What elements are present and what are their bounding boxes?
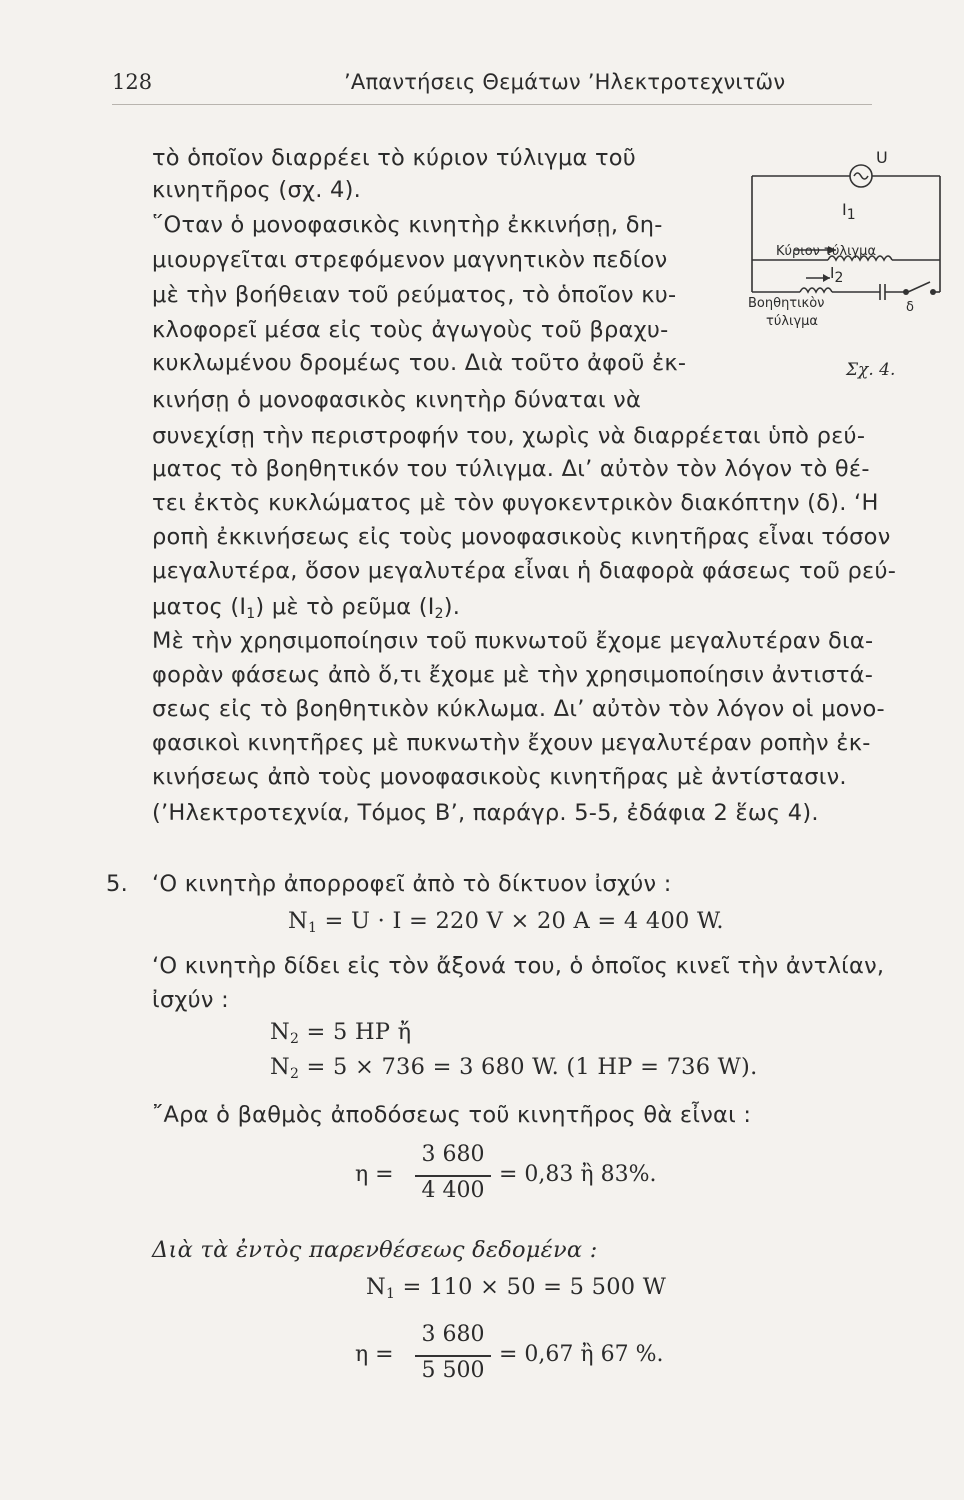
text-line: συνεχίσῃ τὴν περιστροφήν του, χωρὶς νὰ διαρρέεται ὑπὸ ρεύ- [152,423,866,449]
citation: (’Ηλεκτροτεχνία, Τόμος Β’, παράγρ. 5-5, ἐδάφια 2 ἕως 4). [152,800,819,826]
text-line: ματος τὸ βοηθητικόν του τύλιγμα. Δι’ αὐτὸν τὸν λόγον τὸ θέ- [152,456,870,482]
text-line: κυκλωμένου δρομέως του. Διὰ τοῦτο ἀφοῦ ἐκ- [152,350,687,376]
text-line: φασικοὶ κινητῆρες μὲ πυκνωτὴν ἔχουν μεγαλυτέραν ροπὴν ἐκ- [152,730,871,756]
text-line: ἰσχύν : [152,987,229,1013]
figure-caption: Σχ. 4. [846,360,896,380]
text-line: κινητῆρος (σχ. 4). [152,177,361,203]
text-line: Μὲ τὴν χρησιμοποίησιν τοῦ πυκνωτοῦ ἔχομε μεγαλυτέραν δια- [152,628,874,654]
text-line: κινήσῃ ὁ μονοφασικὸς κινητὴρ δύναται νὰ [152,387,642,413]
text-line: μὲ τὴν βοήθειαν τοῦ ρεύματος, τὸ ὁποῖον κυ- [152,282,677,308]
circuit-diagram [744,144,944,394]
label-aux-winding-1: Βοηθητικὸν [748,296,825,311]
text-line: ῞Οταν ὁ μονοφασικὸς κινητὴρ ἐκκινήσῃ, δη- [152,212,663,238]
text-line: τὸ ὁποῖον διαρρέει τὸ κύριον τύλιγμα τοῦ [152,145,637,171]
text-line: κινήσεως ἀπὸ τοὺς μονοφασικοὺς κινητῆρας μὲ ἀντίστασιν. [152,764,847,790]
label-aux-winding-2: τύλιγμα [766,314,818,329]
text-line: μεγαλυτέρα, ὅσον μεγαλυτέρα εἶναι ἡ διαφορὰ φάσεως τοῦ ρεύ- [152,558,897,584]
page-number: 128 [112,70,153,94]
text-line: κλοφορεῖ μέσα εἰς τοὺς ἀγωγοὺς τοῦ βραχυ- [152,317,669,343]
header-rule [112,104,872,105]
label-main-winding: Κύριον τύλιγμα [776,244,877,259]
text-line: ῎Αρα ὁ βαθμὸς ἀποδόσεως τοῦ κινητῆρος θὰ εἶναι : [152,1102,752,1128]
equation-n2: $N_2 = 5$ HP ἤ [270,1019,412,1047]
text-line: ‘Ο κινητὴρ δίδει εἰς τὸν ἄξονά του, ὁ ὁποῖος κινεῖ τὴν ἀντλίαν, [152,953,885,979]
equation-n1-alt: $N_1 = 110 \times 50 = 5$ 500 W [366,1274,667,1302]
equation-n2-watts: $N_2 = 5 \times 736 = 3$ 680 W. (1 HP = 736 W). [270,1054,758,1082]
text-line: ματος $(I_1)$ μὲ τὸ ρεῦμα $(I_2)$. [152,594,461,622]
label-u: U [876,148,888,167]
figure-4-circuit [744,144,944,394]
equation-n1: $N_1 = U \cdot I = 220$ V × 20 A = 4 400 W. [288,908,724,936]
equation-eta-1: η = 3 680 4 400 = 0,83 ἢ 83%. [355,1142,657,1203]
equation-eta-2: η = 3 680 5 500 = 0,67 ἢ 67 %. [355,1322,664,1383]
text-line: σεως εἰς τὸ βοηθητικὸν κύκλωμα. Δι’ αὐτὸν τὸν λόγον οἱ μονο- [152,696,885,722]
text-line: φορὰν φάσεως ἀπὸ ὅ,τι ἔχομε μὲ τὴν χρησιμοποίησιν ἀντιστά- [152,662,874,688]
label-i1: $I_1$ [842,200,856,223]
q5-intro: ‘Ο κινητὴρ ἀπορροφεῖ ἀπὸ τὸ δίκτυον ἰσχύν : [152,871,672,897]
text-line: μιουργεῖται στρεφόμενον μαγνητικὸν πεδίον [152,247,668,273]
text-line: τει ἐκτὸς κυκλώματος μὲ τὸν φυγοκεντρικὸν διακόπτην (δ). ‘Η [152,490,879,516]
question-number: 5. [106,871,128,897]
label-i2: $I_2$ [830,264,844,286]
running-title: ’Απαντήσεις Θεμάτων ’Ηλεκτροτεχνιτῶν [344,70,786,94]
text-line: ροπὴ ἐκκινήσεως εἰς τοὺς μονοφασικοὺς κινητῆρας εἶναι τόσον [152,524,891,550]
alt-data-heading: Διὰ τὰ ἐντὸς παρενθέσεως δεδομένα : [152,1237,598,1263]
label-switch-delta: δ [906,300,914,315]
